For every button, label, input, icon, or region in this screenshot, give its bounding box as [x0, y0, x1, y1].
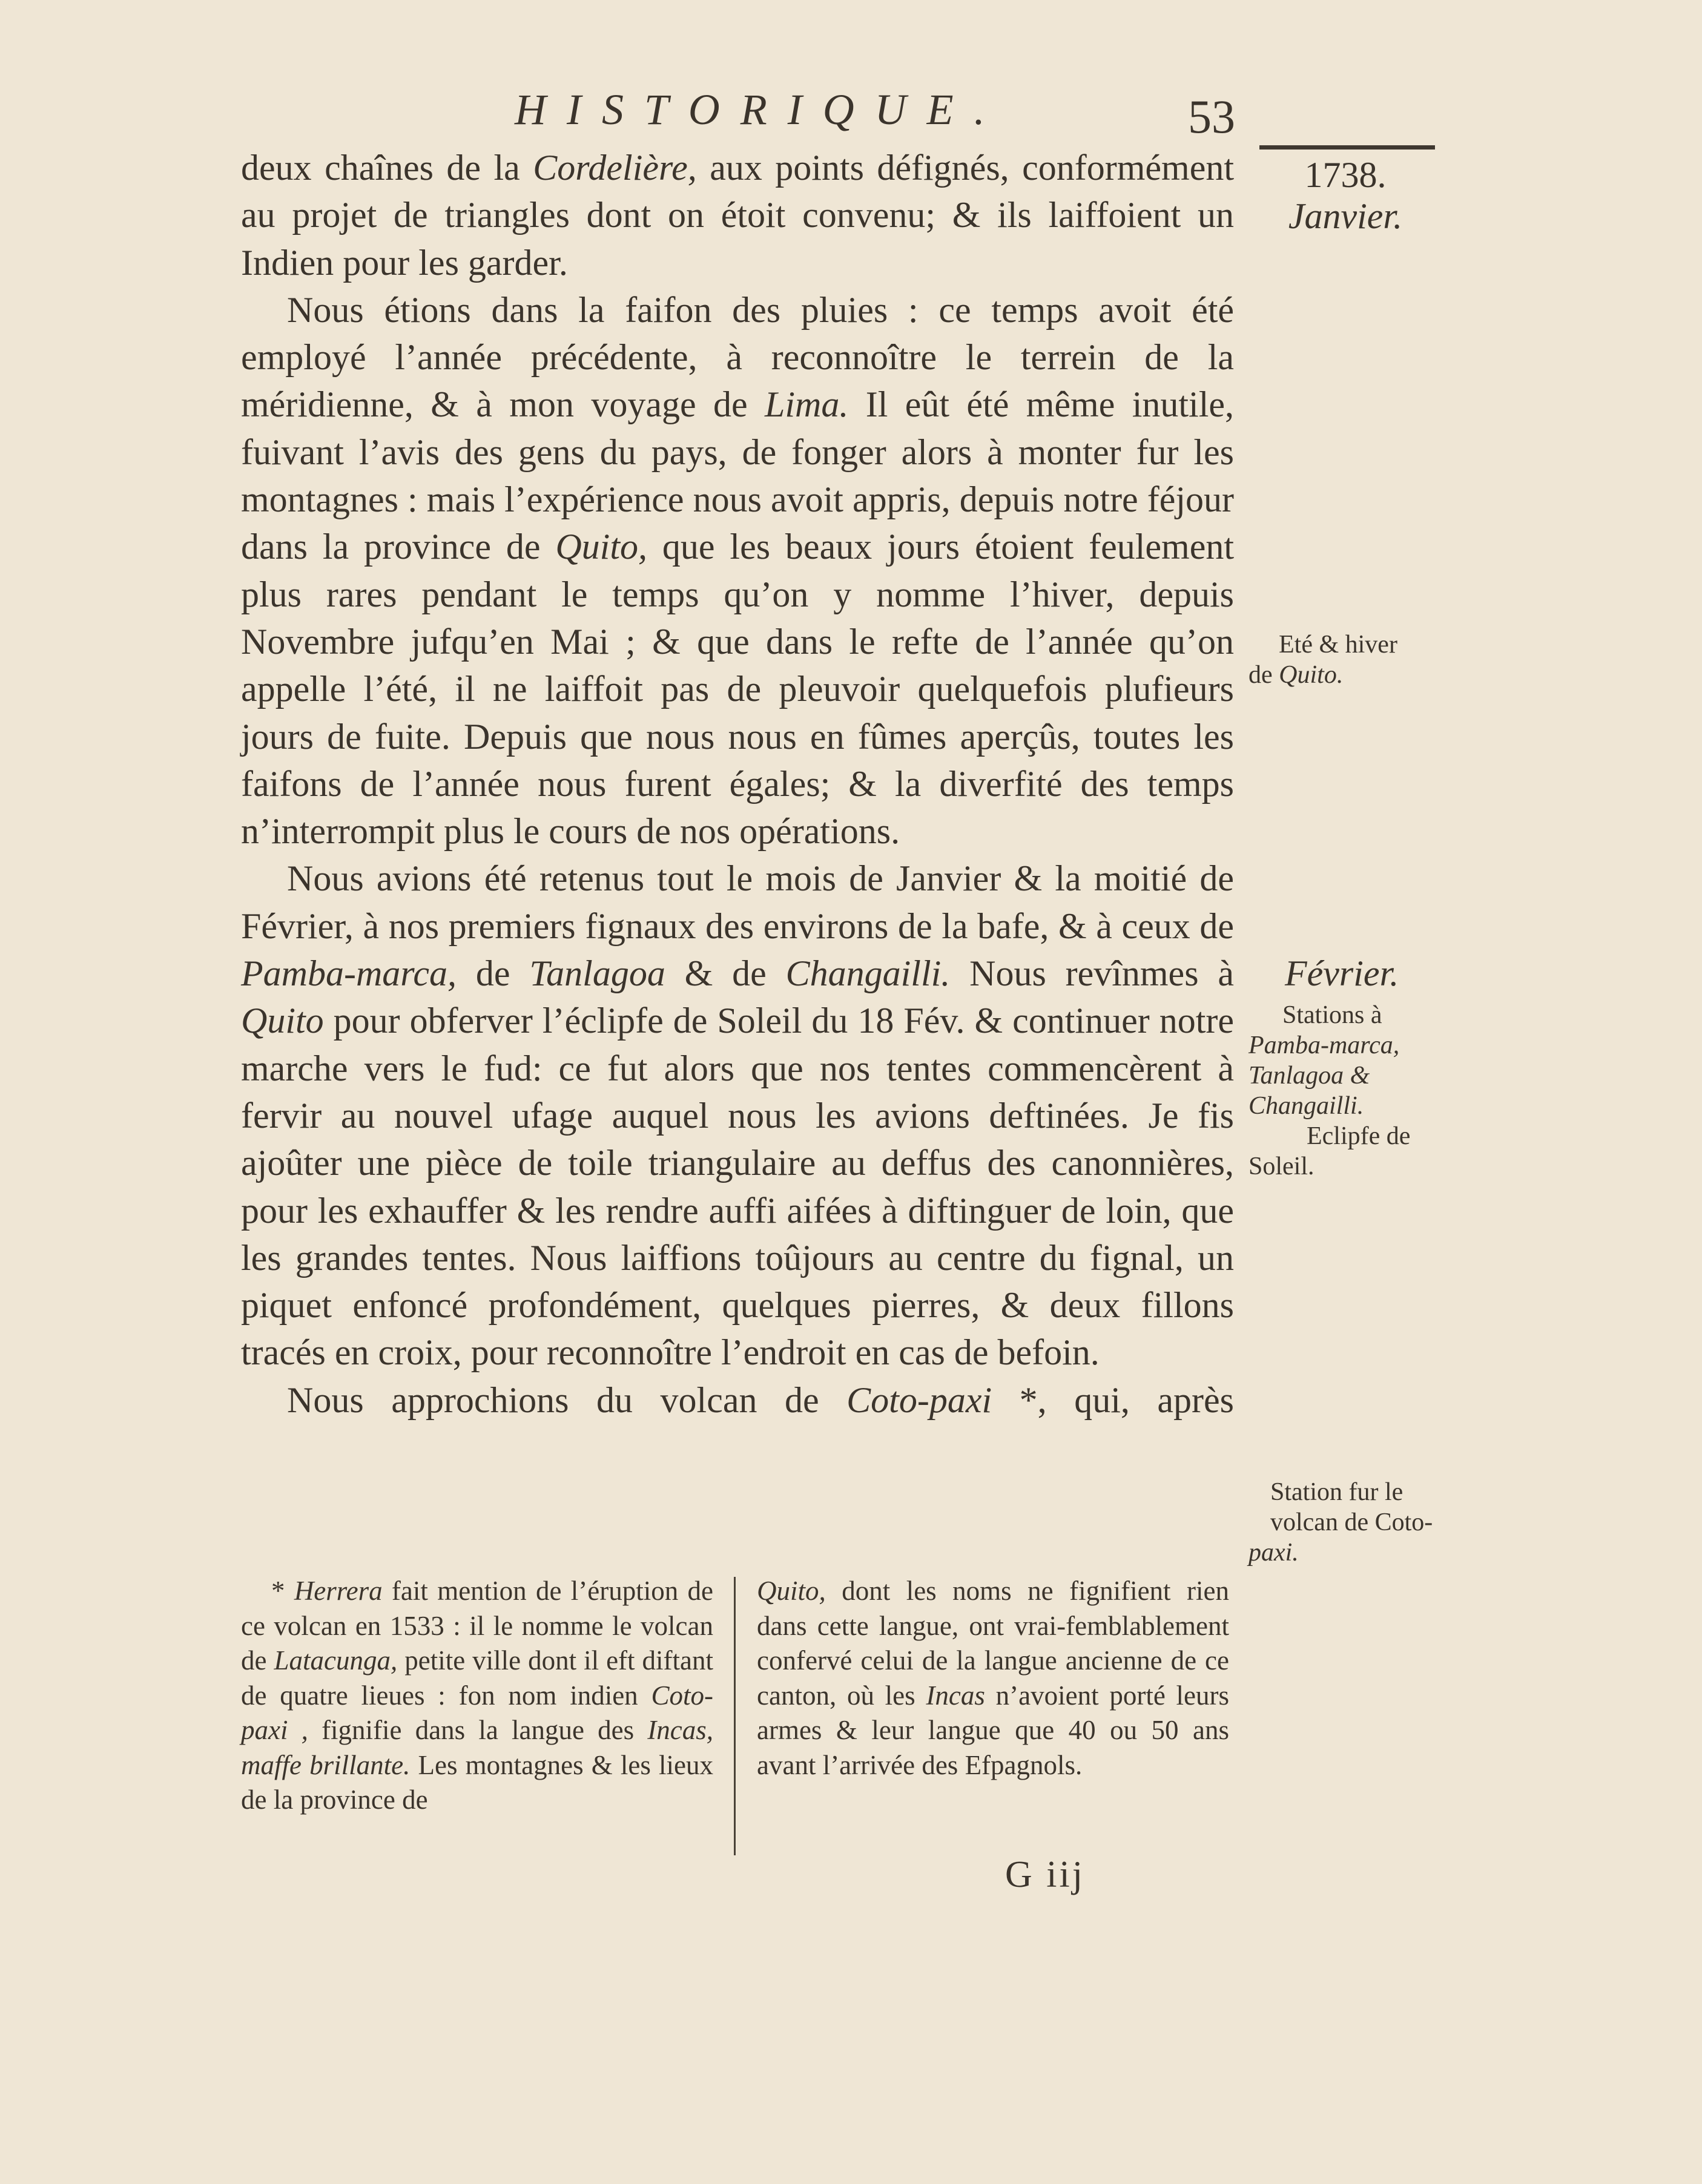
footnote-right-column: Quito, dont les noms ne fignifient rien dans cette langue, ont vrai-femblablement confervé celui de la langue ancienne de ce canton, où les Incas n’avoient porté leurs armes & leur langue que 40 ou 50 ans avant l’arrivée des Efpagnols. [757, 1576, 1230, 1780]
margin-rule [1259, 145, 1435, 150]
margin-note-february: Février. Stations à Pamba-marca, Tanlagoa & Changailli. Eclipfe de Soleil. [1248, 950, 1442, 1182]
margin-note-date [1248, 154, 1442, 237]
margin-note-cotopaxi: Station fur le volcan de Coto- paxi. [1248, 1478, 1433, 1567]
margin-note-seasons: Eté & hiver de Quito. [1248, 631, 1397, 689]
footnote-left-column: * Herrera fait mention de l’éruption de ce volcan en 1533 : il le nomme le volcan de Latacunga, petite ville dont il eft diftant de quatre lieues : fon nom indien Coto-paxi , fignifie dans la langue des Incas, maffe brillante. Les montagnes & les lieux de la province de [241, 1576, 714, 1815]
paragraph-3: Nous avions été retenus tout le mois de Janvier & la moitié de Février, à nos premiers fignaux des environs de la bafe, & à ceux de Pamba-marca, de Tanlagoa & de Changailli. Nous revînmes à Quito pour obferver l’éclipfe de Soleil du 18 Fév. & continuer notre marche vers le fud: ce fut alors que nos tentes commencèrent à fervir au nouvel ufage auquel nous les avions deftinées. Je fis ajoûter une pièce de toile triangulaire au deffus des canonnières, pour les exhauffer & les rendre auffi aifées à diftinguer de loin, que les grandes tentes. Nous laiffions toûjours au centre du fignal, un piquet enfoncé profondément, quelques pierres, & deux fillons tracés en croix, pour reconnoître l’endroit en cas de befoin. [241, 858, 1234, 1373]
paragraph-4: Nous approchions du volcan de Coto-paxi *, qui, après [287, 1380, 1234, 1420]
main-text [241, 144, 1234, 1424]
paragraph-2: Nous étions dans la faifon des pluies : ce temps avoit été employé l’année précédente, à reconnoître le terrein de la méridienne, & à mon voyage de Lima. Il eût été même inutile, fuivant l’avis des gens du pays, de fonger alors à monter fur les montagnes : mais l’expérience nous avoit appris, depuis notre féjour dans la province de Quito, que les beaux jours étoient feulement plus rares pendant le temps qu’on y nomme l’hiver, depuis Novembre jufqu’en Mai ; & que dans le refte de l’année qu’on appelle l’été, il ne laiffoit pas de pleuvoir quelquefois plufieurs jours de fuite. Depuis que nous nous en fûmes aperçûs, toutes les faifons de l’année nous furent égales; & la diverfité des temps n’interrompit plus le cours de nos opérations. [241, 289, 1235, 852]
paragraph-1: deux chaînes de la Cordelière, aux points défignés, conformément au projet de triangles dont on étoit convenu; & ils laiffoient un Indien pour les garder. [241, 148, 1234, 283]
margin-month: Janvier. [1288, 196, 1403, 236]
running-title: HISTORIQUE. [515, 85, 1006, 134]
margin-year: 1738. [1304, 155, 1387, 195]
signature-mark: G iij [1005, 1854, 1085, 1895]
margin-month-february: Février. [1285, 953, 1399, 993]
page-number: 53 [1188, 90, 1235, 143]
footnote-column-rule [734, 1577, 736, 1855]
